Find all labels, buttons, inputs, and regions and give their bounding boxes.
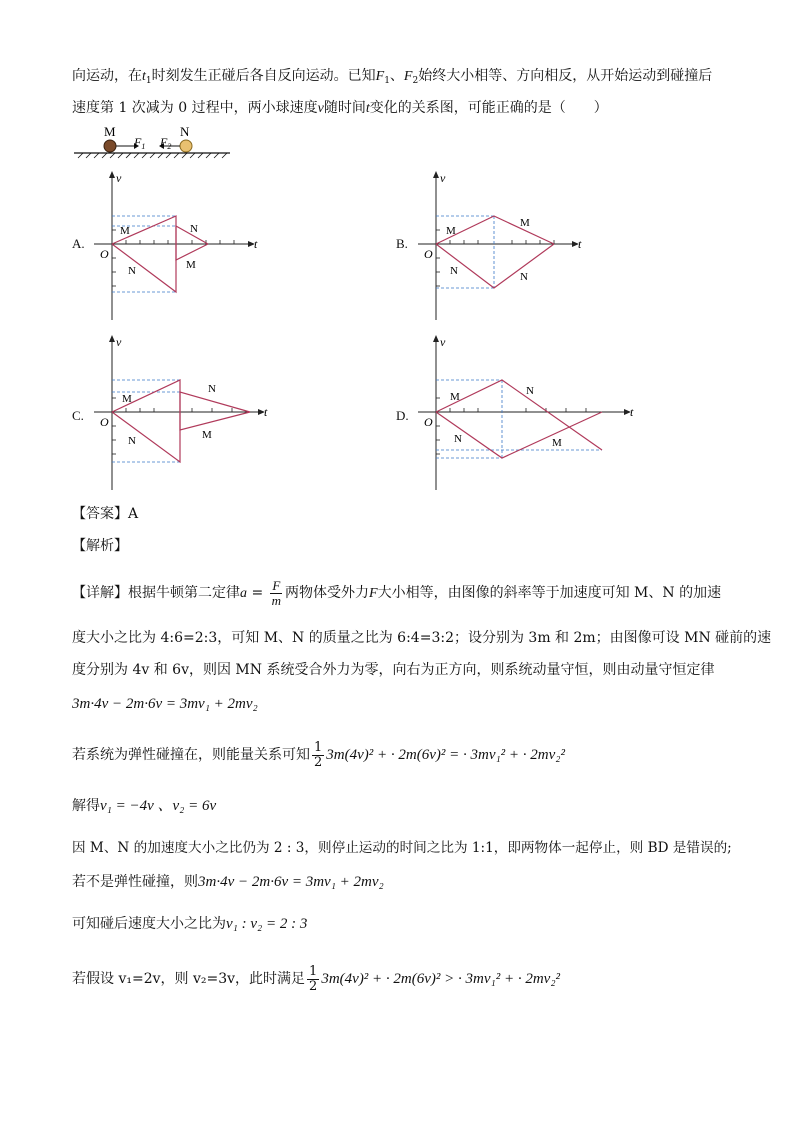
- detail-label: 【详解】: [72, 585, 128, 601]
- axis-v-arrow: [109, 335, 115, 342]
- var-t1: t: [142, 69, 146, 84]
- fraction-half: [312, 741, 324, 770]
- detail-p8: [72, 914, 307, 934]
- dash-guides: [436, 216, 494, 288]
- ball-M: [104, 140, 116, 152]
- frac-num: 1: [309, 963, 318, 979]
- label-upper-after: N: [208, 383, 216, 395]
- axis-v-label: v: [440, 171, 446, 185]
- detail-p4: [72, 738, 565, 772]
- axis-v-arrow: [433, 171, 439, 178]
- text-span: =: [247, 585, 268, 601]
- origin-label: O: [424, 247, 433, 261]
- axis-t-label: t: [264, 405, 268, 419]
- detail-p2: 度大小之比为 4:6=2:3，可知 M、N 的质量之比为 6:4=3:2；设分别为 3m 和 2m；由图像可设 MN 碰前的速: [72, 630, 772, 646]
- sub: 1: [145, 76, 152, 86]
- analysis-label: 【解析】: [72, 538, 128, 554]
- graph-A: [92, 170, 272, 325]
- option-label-B[interactable]: B.: [396, 236, 408, 251]
- setup-label-N: N: [180, 124, 190, 139]
- text-span: 若系统为弹性碰撞在，则能量关系可知: [72, 747, 310, 763]
- graph-D: [416, 334, 646, 494]
- sub: 2: [412, 76, 419, 86]
- text-span: 两物体受外力: [285, 585, 370, 601]
- label-lower-after: N: [520, 271, 528, 283]
- text-span: 时刻发生正碰后各自反向运动。已知: [151, 68, 376, 84]
- label-lower-after: M: [552, 437, 562, 449]
- frac-den: 2: [309, 978, 318, 994]
- ball-N: [180, 140, 192, 152]
- var-v: v: [317, 101, 324, 116]
- text-span: 向运动，在: [72, 68, 142, 84]
- label-upper-after: M: [520, 217, 530, 229]
- answer-value: A: [128, 506, 139, 522]
- axis-v-label: v: [440, 335, 446, 349]
- label-lower: N: [454, 433, 462, 445]
- label-lower-after: M: [202, 429, 212, 441]
- origin-label: O: [100, 415, 109, 429]
- text-span: 若不是弹性碰撞，则: [72, 874, 198, 890]
- fraction-half: [307, 965, 319, 994]
- question-line-1: [72, 66, 712, 91]
- detail-p3: 度分别为 4v 和 6v，则因 MN 系统受合外力为零，向右为正方向，则系统动量守恒，则由动量守恒定律: [72, 662, 715, 678]
- origin-label: O: [100, 247, 109, 261]
- text-span: 可知碰后速度大小之比为: [72, 916, 226, 932]
- text-span: 若假设 v₁=2v，则 v₂=3v，此时满足: [72, 971, 306, 987]
- ratio-equation: v₁ : v₂ = 2 : 3: [226, 916, 308, 932]
- frac-den: m: [271, 592, 282, 608]
- axis-t-label: t: [578, 237, 582, 251]
- axis-t-label: t: [630, 405, 634, 419]
- sub: 1: [384, 76, 390, 86]
- text-span: 变化的关系图，可能正确的是（ ）: [369, 100, 608, 116]
- label-lower: N: [450, 265, 458, 277]
- question-line-2: [72, 98, 608, 119]
- origin-label: O: [424, 415, 433, 429]
- text-span: 大小相等，由图像的斜率等于加速度可知 M、N 的加速: [377, 585, 722, 601]
- detail-p1: [72, 578, 721, 608]
- detail-p9: [72, 962, 560, 996]
- label-upper-after: N: [190, 223, 198, 235]
- label-upper: M: [446, 225, 456, 237]
- text-span: 根据牛顿第二定律: [128, 585, 240, 601]
- var-F2: F: [403, 69, 413, 84]
- text-span: 速度第 1 次减为 0 过程中，两小球速度: [72, 100, 318, 116]
- inequality-equation: 3m(4v)² + · 2m(6v)² > · 3mv₁² + · 2mv₂²: [321, 971, 561, 987]
- axis-v-label: v: [116, 335, 122, 349]
- label-lower-after: M: [186, 259, 196, 271]
- momentum-equation: 3m·4v − 2m·6v = 3mv₁ + 2mv₂: [198, 874, 384, 890]
- var-F1: F: [375, 69, 385, 84]
- setup-label-F2: $F_2$: [160, 135, 172, 151]
- label-lower: N: [128, 435, 136, 447]
- text-span: 始终大小相等、方向相反，从开始运动到碰撞后: [418, 68, 713, 84]
- axis-t-label: t: [254, 237, 258, 251]
- frac-num: 1: [314, 739, 323, 755]
- setup-diagram: [72, 124, 232, 162]
- fraction-F-over-m: [270, 579, 283, 608]
- detail-p7: [72, 872, 384, 892]
- ground-hatch: [78, 153, 227, 158]
- answer-label: 【答案】: [72, 506, 128, 522]
- curve-M: [112, 380, 250, 430]
- detail-p6: 因 M、N 的加速度大小之比仍为 2 : 3，则停止运动的时间之比为 1:1，即两物体一起停止，则 BD 是错误的;: [72, 840, 732, 856]
- var-a: a: [240, 586, 247, 601]
- option-label-A[interactable]: A.: [72, 236, 85, 251]
- solution-equation: v₁ = −4v 、v₂ = 6v: [100, 798, 217, 814]
- graph-C: [92, 334, 282, 494]
- text-span: 随时间: [323, 100, 366, 116]
- frac-num: F: [272, 577, 281, 593]
- ticks: [436, 398, 586, 454]
- answer-line: [72, 504, 138, 524]
- detail-eq1: 3m·4v − 2m·6v = 3mv₁ + 2mv₂: [72, 696, 258, 712]
- option-label-D[interactable]: D.: [396, 408, 409, 423]
- text-span: 、: [389, 68, 404, 84]
- setup-label-F1: $F_1$: [134, 135, 146, 151]
- label-upper: M: [122, 393, 132, 405]
- var-F: F: [369, 586, 378, 601]
- label-lower: N: [128, 265, 136, 277]
- graph-B: [416, 170, 596, 325]
- label-upper: M: [120, 225, 130, 237]
- setup-label-M: M: [104, 124, 116, 139]
- option-label-C[interactable]: C.: [72, 408, 84, 423]
- energy-equation: 3m(4v)² + · 2m(6v)² = · 3mv₁² + · 2mv₂²: [326, 747, 566, 763]
- label-upper-after: N: [526, 385, 534, 397]
- text-span: 解得: [72, 798, 100, 814]
- axis-v-arrow: [109, 171, 115, 178]
- detail-p5: [72, 796, 216, 816]
- label-upper: M: [450, 391, 460, 403]
- var-t: t: [365, 101, 370, 116]
- axis-v-label: v: [116, 171, 122, 185]
- axis-v-arrow: [433, 335, 439, 342]
- frac-den: 2: [314, 754, 323, 770]
